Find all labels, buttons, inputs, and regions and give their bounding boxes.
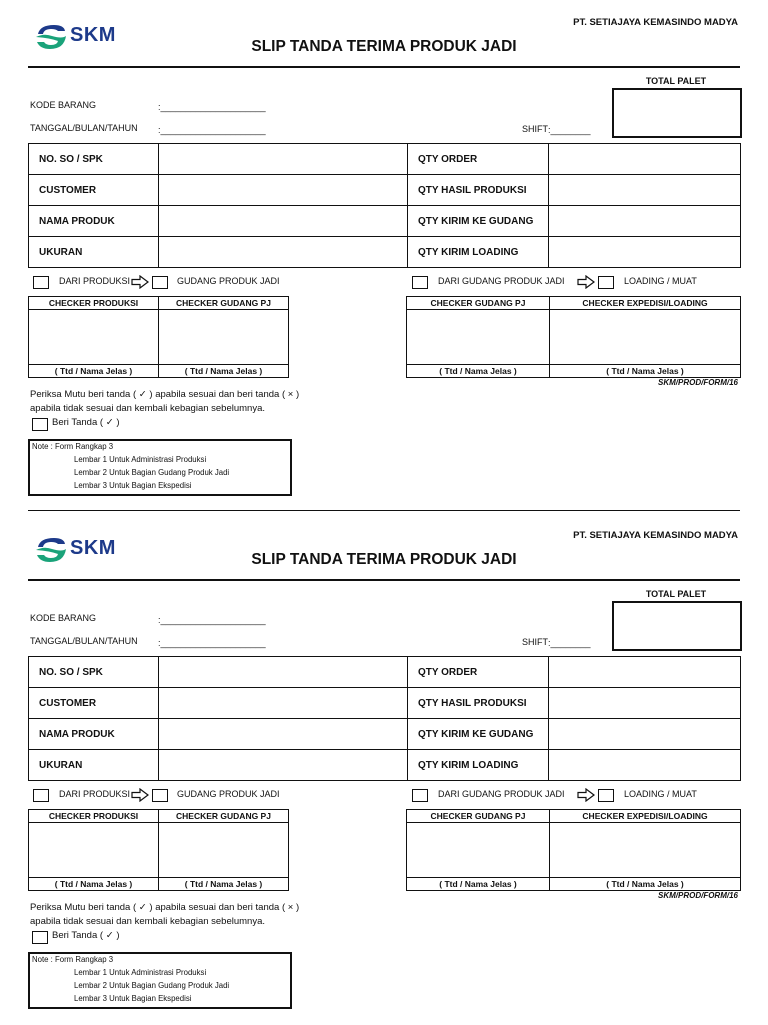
form-title: SLIP TANDA TERIMA PRODUK JADI [251, 38, 517, 55]
info-label: QTY KIRIM LOADING [408, 750, 549, 781]
dari-produksi-label: DARI PRODUKSI [59, 789, 131, 799]
title-rule [28, 66, 740, 68]
quality-instruction-line2: apabila tidak sesuai dan kembali kebagian sebelumnya. [30, 403, 266, 414]
info-value-cell[interactable] [159, 206, 408, 237]
info-value-cell[interactable] [549, 750, 741, 781]
checker-table-right [406, 809, 741, 891]
info-label: NAMA PRODUK [29, 206, 159, 237]
beri-tanda-label: Beri Tanda ( ✓ ) [52, 930, 120, 941]
checker-table-left [28, 296, 289, 378]
signature-caption: ( Ttd / Nama Jelas ) [29, 365, 159, 378]
brand-name: SKM [70, 537, 116, 559]
dari-produksi-label: DARI PRODUKSI [59, 276, 131, 286]
table-row [29, 750, 741, 781]
note-line: Lembar 2 Untuk Bagian Gudang Produk Jadi [74, 981, 230, 990]
table-row [29, 365, 289, 378]
loading-muat-label: LOADING / MUAT [624, 276, 697, 286]
info-table [28, 143, 741, 268]
note-line: Lembar 2 Untuk Bagian Gudang Produk Jadi [74, 468, 230, 477]
info-label: UKURAN [29, 750, 159, 781]
quality-instruction-line1: Periksa Mutu beri tanda ( ✓ ) apabila sesuai dan beri tanda ( × ) [30, 389, 300, 400]
info-value-cell[interactable] [159, 175, 408, 206]
dari-gudang-label: DARI GUDANG PRODUK JADI [438, 789, 565, 799]
gudang-produk-jadi-checkbox[interactable] [152, 276, 168, 289]
note-line: Lembar 3 Untuk Bagian Ekspedisi [74, 481, 192, 490]
arrow-right-icon [131, 275, 149, 289]
info-value-cell[interactable] [159, 144, 408, 175]
loading-muat-checkbox[interactable] [598, 789, 614, 802]
signature-cell[interactable] [29, 823, 159, 878]
info-label: NAMA PRODUK [29, 719, 159, 750]
form-code: SKM/PROD/FORM/16 [657, 891, 738, 900]
table-row [29, 878, 289, 891]
brand-name: SKM [70, 24, 116, 46]
info-label: QTY HASIL PRODUKSI [408, 688, 549, 719]
note-title: Note : Form Rangkap 3 [32, 955, 114, 964]
note-line: Lembar 1 Untuk Administrasi Produksi [74, 968, 207, 977]
table-row [407, 878, 741, 891]
signature-caption: ( Ttd / Nama Jelas ) [407, 878, 550, 891]
shift-field[interactable]: :________ [548, 638, 591, 648]
title-rule [28, 579, 740, 581]
arrow-right-icon [131, 788, 149, 802]
info-value-cell[interactable] [549, 175, 741, 206]
info-value-cell[interactable] [549, 206, 741, 237]
checker-table-right [406, 296, 741, 378]
checker-header: CHECKER EXPEDISI/LOADING [550, 810, 741, 823]
signature-cell[interactable] [159, 310, 289, 365]
gudang-produk-jadi-label: GUDANG PRODUK JADI [177, 789, 280, 799]
dari-produksi-checkbox[interactable] [33, 276, 49, 289]
gudang-produk-jadi-checkbox[interactable] [152, 789, 168, 802]
note-line: Lembar 3 Untuk Bagian Ekspedisi [74, 994, 192, 1003]
tanggal-label: TANGGAL/BULAN/TAHUN [30, 123, 138, 133]
tanggal-label: TANGGAL/BULAN/TAHUN [30, 636, 138, 646]
cross-mark-icon: × [287, 902, 294, 913]
info-label: QTY HASIL PRODUKSI [408, 175, 549, 206]
gudang-produk-jadi-label: GUDANG PRODUK JADI [177, 276, 280, 286]
arrow-right-icon [577, 275, 595, 289]
dari-produksi-checkbox[interactable] [33, 789, 49, 802]
table-row [29, 657, 741, 688]
arrow-right-icon [577, 788, 595, 802]
total-palet-label: TOTAL PALET [645, 76, 707, 86]
signature-cell[interactable] [550, 823, 741, 878]
info-value-cell[interactable] [159, 237, 408, 268]
checker-header: CHECKER EXPEDISI/LOADING [550, 297, 741, 310]
info-value-cell[interactable] [159, 657, 408, 688]
check-mark-icon: ✓ [138, 389, 147, 400]
table-row [29, 823, 289, 878]
shift-field[interactable]: :________ [548, 125, 591, 135]
info-value-cell[interactable] [549, 144, 741, 175]
info-value-cell[interactable] [549, 657, 741, 688]
table-row [29, 144, 741, 175]
checker-header: CHECKER GUDANG PJ [407, 810, 550, 823]
check-mark-icon: ✓ [105, 930, 114, 941]
info-label: CUSTOMER [29, 688, 159, 719]
table-row [29, 297, 289, 310]
shift-label: SHIFT [522, 637, 548, 647]
dari-gudang-checkbox[interactable] [412, 789, 428, 802]
info-value-cell[interactable] [549, 719, 741, 750]
slip-form-bottom [0, 513, 768, 1025]
info-label: QTY ORDER [408, 144, 549, 175]
info-value-cell[interactable] [159, 750, 408, 781]
quality-instruction-line1: Periksa Mutu beri tanda ( ✓ ) apabila sesuai dan beri tanda ( × ) [30, 902, 300, 913]
kode-barang-field[interactable]: :_____________________ [158, 102, 266, 112]
tanggal-field[interactable]: :_____________________ [158, 638, 266, 648]
signature-caption: ( Ttd / Nama Jelas ) [550, 365, 741, 378]
table-row [407, 297, 741, 310]
dari-gudang-label: DARI GUDANG PRODUK JADI [438, 276, 565, 286]
checker-header: CHECKER PRODUKSI [29, 297, 159, 310]
company-name: PT. SETIAJAYA KEMASINDO MADYA [573, 17, 738, 28]
info-label: QTY KIRIM KE GUDANG [408, 719, 549, 750]
table-row [29, 310, 289, 365]
info-label: NO. SO / SPK [29, 657, 159, 688]
total-palet-box[interactable] [612, 88, 742, 138]
total-palet-box[interactable] [612, 601, 742, 651]
table-row [29, 810, 289, 823]
kode-barang-label: KODE BARANG [30, 100, 97, 110]
beri-tanda-checkbox[interactable] [32, 418, 48, 431]
info-value-cell[interactable] [549, 688, 741, 719]
info-value-cell[interactable] [159, 688, 408, 719]
info-value-cell[interactable] [549, 237, 741, 268]
info-label: NO. SO / SPK [29, 144, 159, 175]
signature-cell[interactable] [407, 823, 550, 878]
total-palet-label: TOTAL PALET [645, 589, 707, 599]
dari-gudang-checkbox[interactable] [412, 276, 428, 289]
info-value-cell[interactable] [159, 719, 408, 750]
note-box [28, 439, 292, 496]
page-divider [28, 510, 740, 511]
info-label: QTY KIRIM KE GUDANG [408, 206, 549, 237]
signature-caption: ( Ttd / Nama Jelas ) [159, 365, 289, 378]
table-row [29, 206, 741, 237]
quality-instruction-line2: apabila tidak sesuai dan kembali kebagian sebelumnya. [30, 916, 266, 927]
signature-cell[interactable] [407, 310, 550, 365]
info-label: CUSTOMER [29, 175, 159, 206]
shift-label: SHIFT [522, 124, 548, 134]
note-title: Note : Form Rangkap 3 [32, 442, 114, 451]
signature-caption: ( Ttd / Nama Jelas ) [550, 878, 741, 891]
kode-barang-label: KODE BARANG [30, 613, 97, 623]
checker-header: CHECKER GUDANG PJ [159, 297, 289, 310]
info-label: QTY KIRIM LOADING [408, 237, 549, 268]
note-box [28, 952, 292, 1009]
checker-header: CHECKER GUDANG PJ [407, 297, 550, 310]
info-table [28, 656, 741, 781]
company-name: PT. SETIAJAYA KEMASINDO MADYA [573, 530, 738, 541]
table-row [407, 310, 741, 365]
check-mark-icon: ✓ [138, 902, 147, 913]
table-row [407, 823, 741, 878]
note-line: Lembar 1 Untuk Administrasi Produksi [74, 455, 207, 464]
signature-cell[interactable] [159, 823, 289, 878]
form-title: SLIP TANDA TERIMA PRODUK JADI [251, 551, 517, 568]
form-code: SKM/PROD/FORM/16 [657, 378, 738, 387]
checker-table-left [28, 809, 289, 891]
signature-caption: ( Ttd / Nama Jelas ) [159, 878, 289, 891]
signature-cell[interactable] [29, 310, 159, 365]
kode-barang-field[interactable]: :_____________________ [158, 615, 266, 625]
table-row [29, 175, 741, 206]
checker-header: CHECKER GUDANG PJ [159, 810, 289, 823]
table-row [407, 365, 741, 378]
info-label: QTY ORDER [408, 657, 549, 688]
slip-form-top [0, 0, 768, 512]
table-row [29, 719, 741, 750]
info-label: UKURAN [29, 237, 159, 268]
cross-mark-icon: × [287, 389, 294, 400]
signature-caption: ( Ttd / Nama Jelas ) [407, 365, 550, 378]
loading-muat-checkbox[interactable] [598, 276, 614, 289]
checker-header: CHECKER PRODUKSI [29, 810, 159, 823]
signature-cell[interactable] [550, 310, 741, 365]
loading-muat-label: LOADING / MUAT [624, 789, 697, 799]
table-row [29, 237, 741, 268]
table-row [407, 810, 741, 823]
beri-tanda-label: Beri Tanda ( ✓ ) [52, 417, 120, 428]
check-mark-icon: ✓ [105, 417, 114, 428]
signature-caption: ( Ttd / Nama Jelas ) [29, 878, 159, 891]
beri-tanda-checkbox[interactable] [32, 931, 48, 944]
table-row [29, 688, 741, 719]
tanggal-field[interactable]: :_____________________ [158, 125, 266, 135]
